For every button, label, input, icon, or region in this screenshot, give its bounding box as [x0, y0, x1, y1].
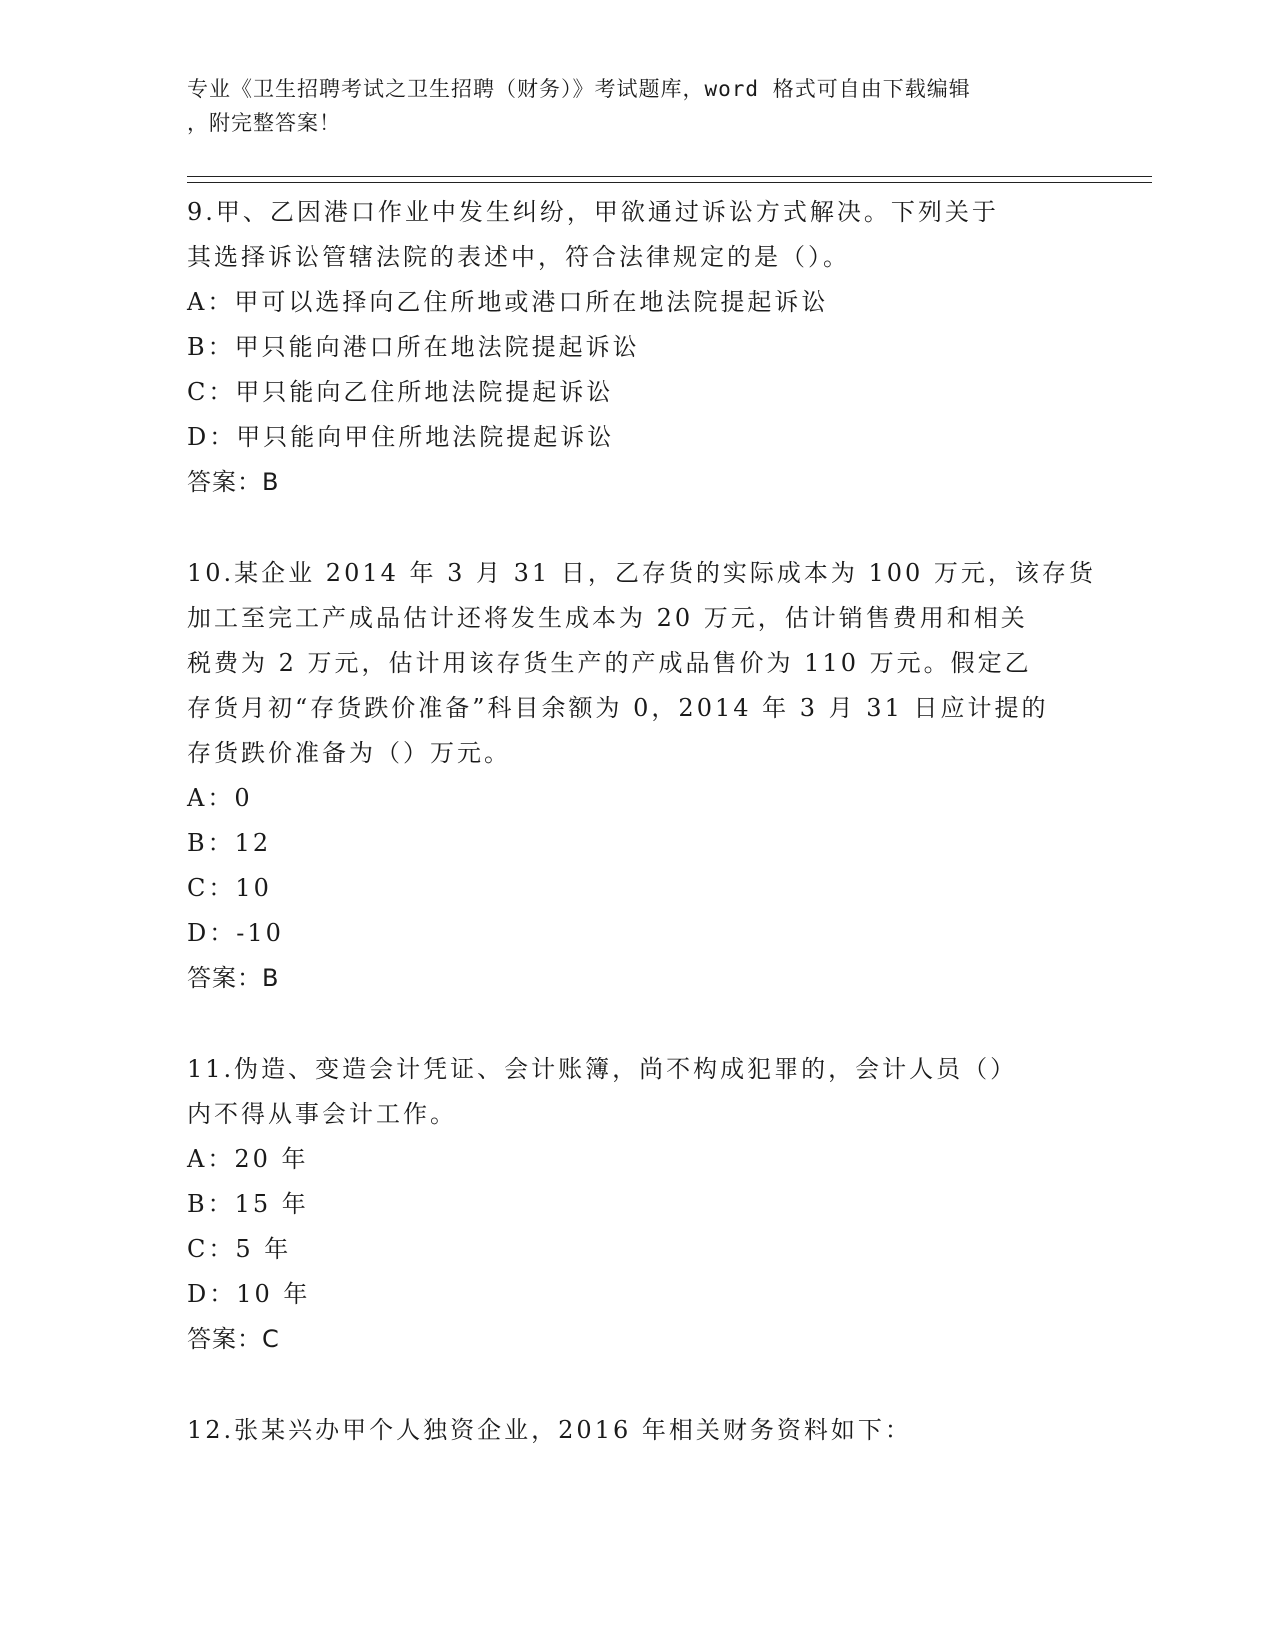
- answer: 答案：B: [187, 964, 280, 992]
- option-b: B：甲只能向港口所在地法院提起诉讼: [187, 333, 640, 361]
- question-spacer: [187, 1001, 1087, 1047]
- answer: 答案：C: [187, 1325, 280, 1353]
- question-10: [187, 551, 1096, 1001]
- option-a: A：甲可以选择向乙住所地或港口所在地法院提起诉讼: [187, 288, 829, 316]
- option-c: C：甲只能向乙住所地法院提起诉讼: [187, 378, 614, 406]
- question-text-line: 存货月初“存货跌价准备”科目余额为 0，2014 年 3 月 31 日应计提的: [187, 694, 1049, 722]
- option-c: C：5 年: [187, 1235, 292, 1263]
- question-text-line: 加工至完工产成品估计还将发生成本为 20 万元，估计销售费用和相关: [187, 604, 1028, 632]
- question-spacer: [187, 1362, 1087, 1408]
- question-text-line: 存货跌价准备为（）万元。: [187, 739, 511, 767]
- option-d: D：-10: [187, 919, 284, 947]
- header-line-1: 专业《卫生招聘考试之卫生招聘（财务）》考试题库，word 格式可自由下载编辑: [187, 77, 971, 101]
- question-text-line: 11.伪造、变造会计凭证、会计账簿，尚不构成犯罪的，会计人员（）: [187, 1055, 1018, 1083]
- question-list: [187, 190, 1096, 1453]
- question-9: [187, 190, 1087, 505]
- question-text-line: 10.某企业 2014 年 3 月 31 日，乙存货的实际成本为 100 万元，该存货: [187, 559, 1096, 587]
- question-text-line: 其选择诉讼管辖法院的表述中，符合法律规定的是（）。: [187, 243, 850, 271]
- header-divider: [187, 176, 1152, 183]
- option-b: B：15 年: [187, 1190, 309, 1218]
- header-line-2: ，附完整答案！: [187, 111, 341, 135]
- question-text-line: 税费为 2 万元，估计用该存货生产的产成品售价为 110 万元。假定乙: [187, 649, 1032, 677]
- option-a: A：20 年: [187, 1145, 309, 1173]
- option-a: A：0: [187, 784, 253, 812]
- option-c: C：10: [187, 874, 272, 902]
- document-header: [187, 72, 1067, 140]
- option-d: D：10 年: [187, 1280, 311, 1308]
- option-d: D：甲只能向甲住所地法院提起诉讼: [187, 423, 615, 451]
- question-11: [187, 1047, 1087, 1362]
- question-text-line: 9.甲、乙因港口作业中发生纠纷，甲欲通过诉讼方式解决。下列关于: [187, 198, 999, 226]
- question-12: [187, 1408, 1087, 1453]
- question-text-line: 12.张某兴办甲个人独资企业，2016 年相关财务资料如下：: [187, 1416, 912, 1444]
- question-text-line: 内不得从事会计工作。: [187, 1100, 457, 1128]
- answer: 答案：B: [187, 468, 280, 496]
- question-spacer: [187, 505, 1087, 551]
- option-b: B：12: [187, 829, 272, 857]
